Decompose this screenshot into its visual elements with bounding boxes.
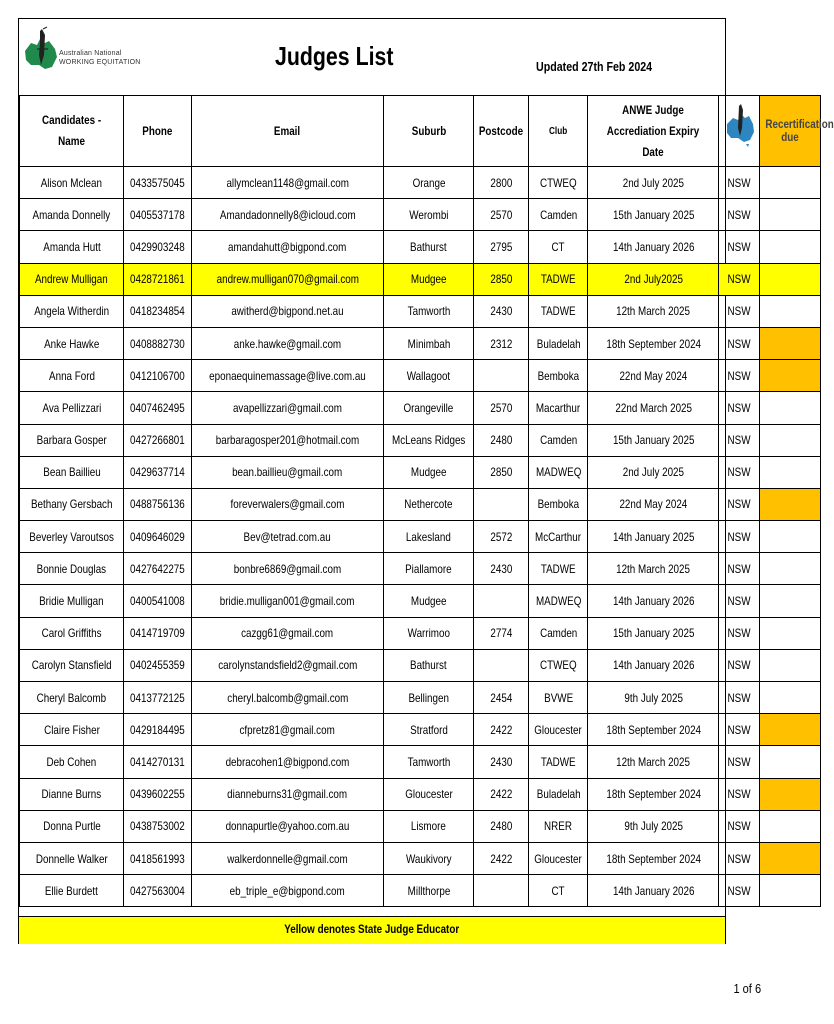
cell-phone: 0428721861 xyxy=(124,263,192,295)
cell-expiry: 22nd May 2024 xyxy=(588,360,719,392)
cell-suburb: Mudgee xyxy=(383,456,473,488)
cell-email[interactable]: foreverwalers@gmail.com xyxy=(191,488,383,520)
cell-name: Deb Cohen xyxy=(20,746,124,778)
cell-expiry: 18th September 2024 xyxy=(588,778,719,810)
cell-name: Donna Purtle xyxy=(20,810,124,842)
cell-suburb: Lismore xyxy=(383,810,473,842)
cell-postcode: 2430 xyxy=(474,295,529,327)
cell-state: NSW xyxy=(719,488,760,520)
cell-phone: 0427563004 xyxy=(124,875,192,907)
cell-state: NSW xyxy=(719,714,760,746)
cell-name: Andrew Mulligan xyxy=(20,263,124,295)
cell-phone: 0429903248 xyxy=(124,231,192,263)
cell-club: McCarthur xyxy=(529,521,588,553)
cell-postcode: 2570 xyxy=(474,392,529,424)
cell-expiry: 15th January 2025 xyxy=(588,617,719,649)
cell-recert-flag xyxy=(760,714,821,746)
table-row xyxy=(20,842,821,874)
cell-recert-flag xyxy=(760,842,821,874)
cell-state: NSW xyxy=(719,553,760,585)
table-row xyxy=(20,327,821,359)
updated-date: Updated 27th Feb 2024 xyxy=(536,59,653,74)
col-header-state xyxy=(719,96,760,167)
cell-postcode: 2480 xyxy=(474,810,529,842)
cell-phone: 0413772125 xyxy=(124,682,192,714)
cell-recert-flag xyxy=(760,167,821,199)
table-row xyxy=(20,167,821,199)
cell-recert-flag xyxy=(760,649,821,681)
cell-state: NSW xyxy=(719,875,760,907)
cell-postcode: 2422 xyxy=(474,778,529,810)
cell-suburb: Mudgee xyxy=(383,263,473,295)
cell-club: MADWEQ xyxy=(529,456,588,488)
cell-expiry: 14th January 2026 xyxy=(588,231,719,263)
cell-phone: 0427266801 xyxy=(124,424,192,456)
cell-phone: 0414719709 xyxy=(124,617,192,649)
col-header-name: Candidates - Name xyxy=(20,96,124,167)
cell-expiry: 9th July 2025 xyxy=(588,682,719,714)
cell-club: Buladelah xyxy=(529,778,588,810)
cell-phone: 0418561993 xyxy=(124,842,192,874)
cell-recert-flag xyxy=(760,424,821,456)
cell-name: Cheryl Balcomb xyxy=(20,682,124,714)
cell-expiry: 22nd May 2024 xyxy=(588,488,719,520)
page-number: 1 of 6 xyxy=(733,981,762,996)
table-row xyxy=(20,553,821,585)
cell-name: Beverley Varoutsos xyxy=(20,521,124,553)
table-header-row xyxy=(20,96,821,167)
table-row xyxy=(20,424,821,456)
cell-recert-flag xyxy=(760,327,821,359)
table-row xyxy=(20,263,821,295)
cell-suburb: McLeans Ridges xyxy=(383,424,473,456)
cell-state: NSW xyxy=(719,360,760,392)
cell-suburb: Werombi xyxy=(383,199,473,231)
cell-club: NRER xyxy=(529,810,588,842)
cell-club: CTWEQ xyxy=(529,649,588,681)
cell-expiry: 2nd July2025 xyxy=(588,263,719,295)
cell-email[interactable]: Amandadonnelly8@icloud.com xyxy=(191,199,383,231)
cell-phone: 0418234854 xyxy=(124,295,192,327)
legend-note: Yellow denotes State Judge Educator xyxy=(19,916,725,944)
table-row xyxy=(20,585,821,617)
cell-suburb: Warrimoo xyxy=(383,617,473,649)
cell-suburb: Nethercote xyxy=(383,488,473,520)
cell-state: NSW xyxy=(719,810,760,842)
cell-email[interactable]: awitherd@bigpond.net.au xyxy=(191,295,383,327)
cell-name: Alison Mclean xyxy=(20,167,124,199)
cell-expiry: 2nd July 2025 xyxy=(588,456,719,488)
cell-email[interactable]: eponaequinemassage@live.com.au xyxy=(191,360,383,392)
cell-expiry: 18th September 2024 xyxy=(588,327,719,359)
cell-suburb: Minimbah xyxy=(383,327,473,359)
cell-postcode: 2570 xyxy=(474,199,529,231)
cell-club: CT xyxy=(529,231,588,263)
cell-email[interactable]: eb_triple_e@bigpond.com xyxy=(191,875,383,907)
cell-recert-flag xyxy=(760,295,821,327)
cell-expiry: 12th March 2025 xyxy=(588,746,719,778)
cell-email[interactable]: donnapurtle@yahoo.com.au xyxy=(191,810,383,842)
cell-name: Anna Ford xyxy=(20,360,124,392)
cell-phone: 0439602255 xyxy=(124,778,192,810)
cell-recert-flag xyxy=(760,682,821,714)
cell-phone: 0433575045 xyxy=(124,167,192,199)
cell-state: NSW xyxy=(719,746,760,778)
cell-state: NSW xyxy=(719,521,760,553)
cell-phone: 0414270131 xyxy=(124,746,192,778)
cell-phone: 0409646029 xyxy=(124,521,192,553)
cell-email[interactable]: dianneburns31@gmail.com xyxy=(191,778,383,810)
table-row xyxy=(20,231,821,263)
cell-state: NSW xyxy=(719,585,760,617)
cell-club: CT xyxy=(529,875,588,907)
cell-phone: 0407462495 xyxy=(124,392,192,424)
cell-state: NSW xyxy=(719,295,760,327)
cell-name: Bean Baillieu xyxy=(20,456,124,488)
cell-name: Anke Hawke xyxy=(20,327,124,359)
cell-suburb: Waukivory xyxy=(383,842,473,874)
table-row xyxy=(20,617,821,649)
cell-recert-flag xyxy=(760,553,821,585)
cell-name: Donnelle Walker xyxy=(20,842,124,874)
cell-postcode: 2800 xyxy=(474,167,529,199)
col-header-suburb: Suburb xyxy=(383,96,473,167)
cell-email[interactable]: bridie.mulligan001@gmail.com xyxy=(191,585,383,617)
cell-postcode: 2454 xyxy=(474,682,529,714)
cell-email[interactable]: avapellizzari@gmail.com xyxy=(191,392,383,424)
cell-name: Bridie Mulligan xyxy=(20,585,124,617)
cell-suburb: Bellingen xyxy=(383,682,473,714)
cell-club: Gloucester xyxy=(529,714,588,746)
col-header-postcode: Postcode xyxy=(474,96,529,167)
cell-club: Buladelah xyxy=(529,327,588,359)
cell-recert-flag xyxy=(760,456,821,488)
cell-postcode: 2422 xyxy=(474,714,529,746)
cell-recert-flag xyxy=(760,875,821,907)
col-header-recert: Recertification due xyxy=(760,96,821,167)
cell-club: Camden xyxy=(529,199,588,231)
cell-name: Ellie Burdett xyxy=(20,875,124,907)
cell-postcode xyxy=(474,360,529,392)
table-row xyxy=(20,746,821,778)
cell-email[interactable]: bonbre6869@gmail.com xyxy=(191,553,383,585)
cell-phone: 0402455359 xyxy=(124,649,192,681)
cell-name: Amanda Hutt xyxy=(20,231,124,263)
cell-name: Claire Fisher xyxy=(20,714,124,746)
cell-expiry: 15th January 2025 xyxy=(588,424,719,456)
cell-state: NSW xyxy=(719,778,760,810)
cell-club: Gloucester xyxy=(529,842,588,874)
cell-phone: 0408882730 xyxy=(124,327,192,359)
table-row xyxy=(20,778,821,810)
cell-suburb: Bathurst xyxy=(383,649,473,681)
cell-recert-flag xyxy=(760,199,821,231)
cell-club: Camden xyxy=(529,424,588,456)
australia-horse-logo-icon xyxy=(21,25,61,81)
cell-recert-flag xyxy=(760,617,821,649)
cell-expiry: 18th September 2024 xyxy=(588,714,719,746)
cell-phone: 0405537178 xyxy=(124,199,192,231)
cell-state: NSW xyxy=(719,617,760,649)
table-row xyxy=(20,682,821,714)
header-band xyxy=(19,19,725,95)
cell-club: Bemboka xyxy=(529,360,588,392)
cell-expiry: 9th July 2025 xyxy=(588,810,719,842)
cell-suburb: Lakesland xyxy=(383,521,473,553)
logo-line-1: Australian National xyxy=(59,50,122,57)
cell-expiry: 18th September 2024 xyxy=(588,842,719,874)
cell-name: Carolyn Stansfield xyxy=(20,649,124,681)
cell-postcode: 2422 xyxy=(474,842,529,874)
cell-recert-flag xyxy=(760,778,821,810)
table-row xyxy=(20,488,821,520)
cell-postcode xyxy=(474,488,529,520)
cell-club: Camden xyxy=(529,617,588,649)
cell-suburb: Millthorpe xyxy=(383,875,473,907)
col-header-club: Club xyxy=(529,96,588,167)
cell-state: NSW xyxy=(719,682,760,714)
cell-phone: 0429637714 xyxy=(124,456,192,488)
cell-phone: 0400541008 xyxy=(124,585,192,617)
cell-name: Barbara Gosper xyxy=(20,424,124,456)
col-header-phone: Phone xyxy=(124,96,192,167)
cell-email[interactable]: walkerdonnelle@gmail.com xyxy=(191,842,383,874)
cell-club: TADWE xyxy=(529,746,588,778)
cell-suburb: Tamworth xyxy=(383,295,473,327)
cell-postcode xyxy=(474,585,529,617)
cell-club: CTWEQ xyxy=(529,167,588,199)
cell-recert-flag xyxy=(760,360,821,392)
cell-email[interactable]: anke.hawke@gmail.com xyxy=(191,327,383,359)
cell-suburb: Bathurst xyxy=(383,231,473,263)
cell-state: NSW xyxy=(719,167,760,199)
cell-club: BVWE xyxy=(529,682,588,714)
cell-suburb: Piallamore xyxy=(383,553,473,585)
australia-map-icon xyxy=(719,102,759,158)
cell-postcode xyxy=(474,875,529,907)
col-header-email: Email xyxy=(191,96,383,167)
cell-expiry: 14th January 2025 xyxy=(588,521,719,553)
cell-email[interactable]: cfpretz81@gmail.com xyxy=(191,714,383,746)
table-row xyxy=(20,875,821,907)
cell-suburb: Orangeville xyxy=(383,392,473,424)
table-row xyxy=(20,521,821,553)
cell-club: Macarthur xyxy=(529,392,588,424)
cell-recert-flag xyxy=(760,746,821,778)
cell-suburb: Tamworth xyxy=(383,746,473,778)
cell-recert-flag xyxy=(760,488,821,520)
cell-email[interactable]: barbaragosper201@hotmail.com xyxy=(191,424,383,456)
cell-email[interactable]: cheryl.balcomb@gmail.com xyxy=(191,682,383,714)
cell-phone: 0427642275 xyxy=(124,553,192,585)
cell-club: TADWE xyxy=(529,263,588,295)
cell-state: NSW xyxy=(719,392,760,424)
cell-name: Bethany Gersbach xyxy=(20,488,124,520)
cell-postcode: 2312 xyxy=(474,327,529,359)
cell-suburb: Mudgee xyxy=(383,585,473,617)
cell-suburb: Wallagoot xyxy=(383,360,473,392)
table-row xyxy=(20,360,821,392)
cell-phone: 0488756136 xyxy=(124,488,192,520)
cell-name: Bonnie Douglas xyxy=(20,553,124,585)
cell-recert-flag xyxy=(760,810,821,842)
cell-state: NSW xyxy=(719,263,760,295)
logo-text xyxy=(59,49,141,67)
cell-expiry: 14th January 2026 xyxy=(588,649,719,681)
judges-table xyxy=(19,95,834,907)
cell-suburb: Stratford xyxy=(383,714,473,746)
cell-postcode: 2430 xyxy=(474,553,529,585)
cell-suburb: Gloucester xyxy=(383,778,473,810)
cell-name: Ava Pellizzari xyxy=(20,392,124,424)
table-row xyxy=(20,456,821,488)
cell-state: NSW xyxy=(719,649,760,681)
cell-suburb: Orange xyxy=(383,167,473,199)
cell-name: Carol Griffiths xyxy=(20,617,124,649)
cell-postcode: 2774 xyxy=(474,617,529,649)
cell-expiry: 14th January 2026 xyxy=(588,585,719,617)
cell-name: Angela Witherdin xyxy=(20,295,124,327)
cell-postcode: 2795 xyxy=(474,231,529,263)
cell-postcode: 2850 xyxy=(474,456,529,488)
cell-name: Dianne Burns xyxy=(20,778,124,810)
cell-state: NSW xyxy=(719,424,760,456)
cell-name: Amanda Donnelly xyxy=(20,199,124,231)
cell-email[interactable]: carolynstandsfield2@gmail.com xyxy=(191,649,383,681)
cell-postcode: 2850 xyxy=(474,263,529,295)
col-header-expiry: ANWE Judge Accrediation Expiry Date xyxy=(588,96,719,167)
cell-postcode: 2572 xyxy=(474,521,529,553)
cell-phone: 0429184495 xyxy=(124,714,192,746)
logo-line-2: WORKING EQUITATION xyxy=(59,59,141,66)
cell-state: NSW xyxy=(719,327,760,359)
cell-postcode xyxy=(474,649,529,681)
table-row xyxy=(20,649,821,681)
cell-expiry: 12th March 2025 xyxy=(588,553,719,585)
cell-recert-flag xyxy=(760,392,821,424)
table-row xyxy=(20,392,821,424)
cell-postcode: 2430 xyxy=(474,746,529,778)
cell-email[interactable]: bean.baillieu@gmail.com xyxy=(191,456,383,488)
cell-expiry: 22nd March 2025 xyxy=(588,392,719,424)
cell-state: NSW xyxy=(719,231,760,263)
cell-expiry: 14th January 2026 xyxy=(588,875,719,907)
cell-phone: 0412106700 xyxy=(124,360,192,392)
cell-recert-flag xyxy=(760,263,821,295)
anwe-logo xyxy=(21,25,151,81)
table-row xyxy=(20,295,821,327)
table-row xyxy=(20,810,821,842)
cell-state: NSW xyxy=(719,456,760,488)
cell-club: Bemboka xyxy=(529,488,588,520)
cell-phone: 0438753002 xyxy=(124,810,192,842)
cell-postcode: 2480 xyxy=(474,424,529,456)
cell-email[interactable]: debracohen1@bigpond.com xyxy=(191,746,383,778)
cell-club: MADWEQ xyxy=(529,585,588,617)
cell-expiry: 12th March 2025 xyxy=(588,295,719,327)
cell-club: TADWE xyxy=(529,553,588,585)
cell-email[interactable]: andrew.mulligan070@gmail.com xyxy=(191,263,383,295)
table-row xyxy=(20,199,821,231)
cell-expiry: 2nd July 2025 xyxy=(588,167,719,199)
table-row xyxy=(20,714,821,746)
cell-state: NSW xyxy=(719,842,760,874)
cell-recert-flag xyxy=(760,585,821,617)
cell-state: NSW xyxy=(719,199,760,231)
cell-recert-flag xyxy=(760,231,821,263)
cell-email[interactable]: allymclean1148@gmail.com xyxy=(191,167,383,199)
cell-email[interactable]: cazgg61@gmail.com xyxy=(191,617,383,649)
cell-email[interactable]: amandahutt@bigpond.com xyxy=(191,231,383,263)
cell-club: TADWE xyxy=(529,295,588,327)
cell-email[interactable]: Bev@tetrad.com.au xyxy=(191,521,383,553)
document-title: Judges List xyxy=(275,41,394,71)
cell-expiry: 15th January 2025 xyxy=(588,199,719,231)
judges-list-sheet xyxy=(18,18,834,944)
cell-recert-flag xyxy=(760,521,821,553)
